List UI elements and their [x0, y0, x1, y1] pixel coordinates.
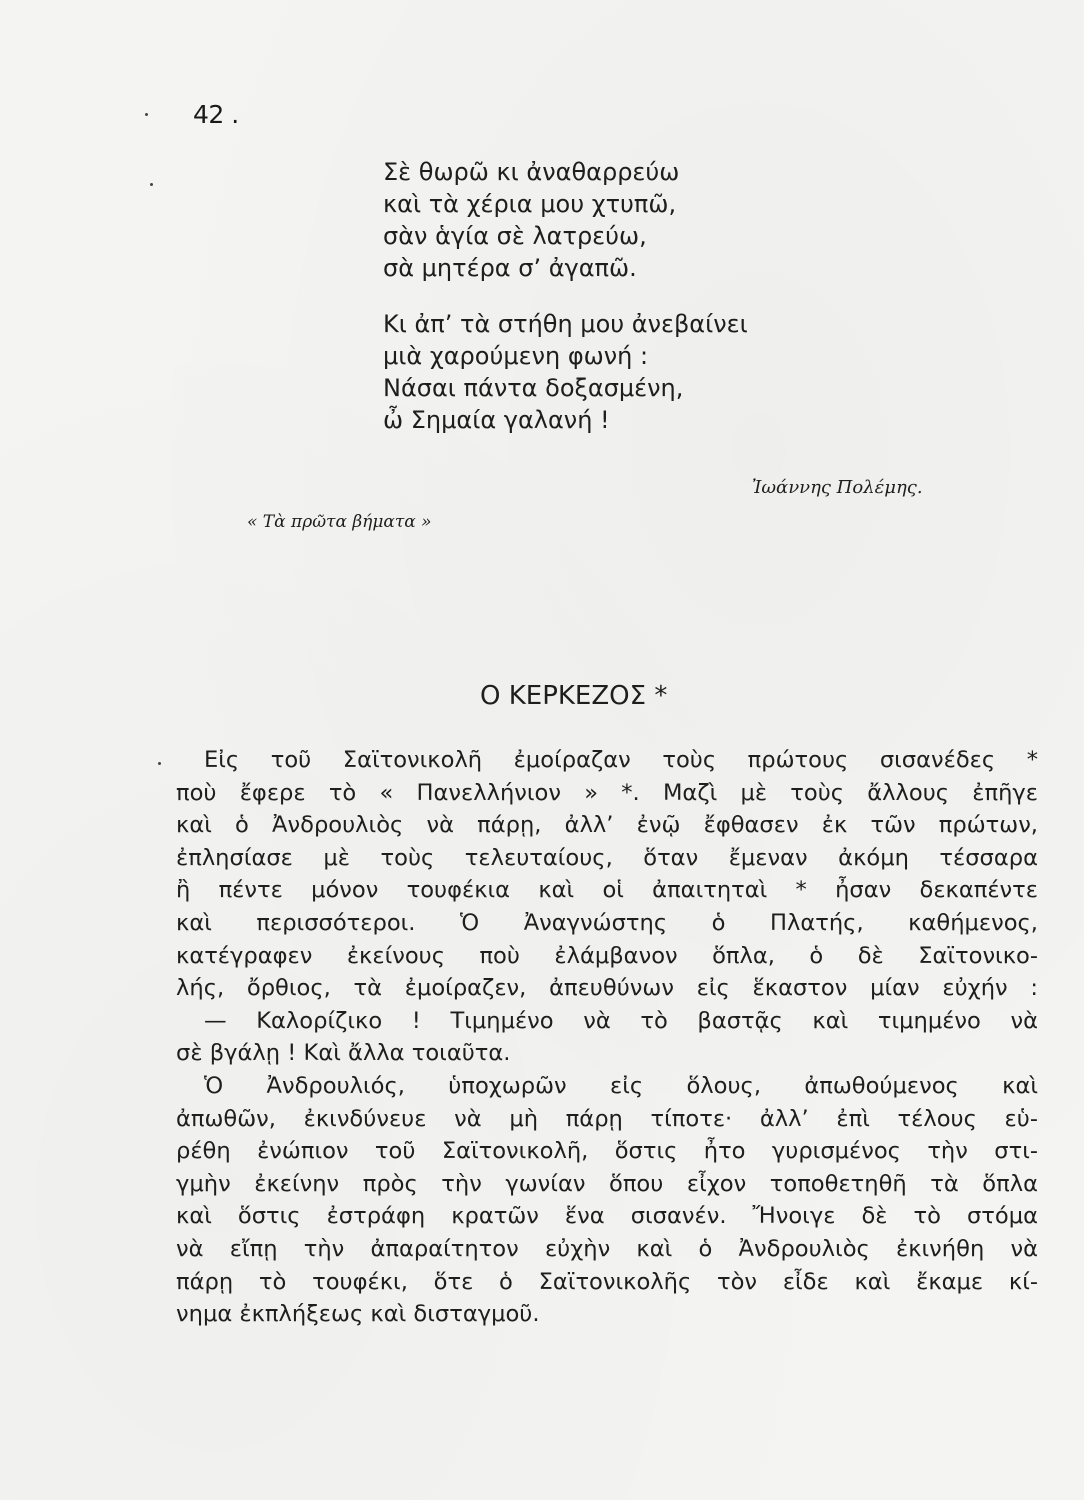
- poem-stanza: [383, 156, 748, 284]
- poem: [383, 156, 748, 460]
- section-title: Ο ΚΕΡΚΕΖΟΣ *: [480, 681, 668, 711]
- poem-line: μιὰ χαρούμενη φωνή :: [383, 342, 649, 370]
- prose-line: — Καλορίζικο ! Τιμημένο νὰ τὸ βαστᾷς καὶ τιμημένο νὰ: [204, 1007, 1038, 1034]
- prose-line: Εἰς τοῦ Σαϊτονικολῆ ἐμοίραζαν τοὺς πρώτους σισανέδες *: [204, 747, 1038, 773]
- poem-stanza: [383, 308, 748, 436]
- poem-line: Νάσαι πάντα δοξασμένη,: [383, 374, 684, 402]
- poem-author: Ἰωάννης Πολέμης.: [752, 477, 923, 498]
- prose-line: καὶ περισσότεροι. Ὁ Ἀναγνώστης ὁ Πλατής, καθήμενος,: [176, 909, 1038, 936]
- poem-line: Σὲ θωρῶ κι ἀναθαρρεύω: [383, 158, 680, 186]
- margin-speck: [150, 183, 153, 186]
- margin-speck: [145, 113, 148, 116]
- prose-line: ἐπλησίασε μὲ τοὺς τελευταίους, ὅταν ἔμεναν ἀκόμη τέσσαρα: [176, 844, 1038, 871]
- prose-line: Ὁ Ἀνδρουλιός, ὑποχωρῶν εἰς ὅλους, ἀπωθούμενος καὶ: [204, 1072, 1038, 1099]
- prose-line: σὲ βγάλῃ ! Καὶ ἄλλα τοιαῦτα.: [176, 1040, 511, 1067]
- prose-line: λής, ὄρθιος, τὰ ἐμοίραζεν, ἀπευθύνων εἰς ἕκαστον μίαν εὐχήν :: [176, 975, 1038, 1002]
- poem-line: καὶ τὰ χέρια μου χτυπῶ,: [383, 190, 677, 218]
- prose-line: ἀπωθῶν, ἐκινδύνευε νὰ μὴ πάρῃ τίποτε· ἀλλ’ ἐπὶ τέλους εὑ-: [176, 1105, 1038, 1132]
- page-number: 42 .: [193, 100, 239, 129]
- prose-line: καὶ ὁ Ἀνδρουλιὸς νὰ πάρῃ, ἀλλ’ ἐνῷ ἔφθασεν ἐκ τῶν πρώτων,: [176, 812, 1038, 839]
- prose-line: καὶ ὅστις ἐστράφη κρατῶν ἕνα σισανέν. Ἤνοιγε δὲ τὸ στόμα: [176, 1203, 1038, 1230]
- poem-line: σὰ μητέρα σ’ ἀγαπῶ.: [383, 254, 637, 282]
- prose-line: κατέγραφεν ἐκείνους ποὺ ἐλάμβανον ὅπλα, ὁ δὲ Σαϊτονικο-: [176, 942, 1038, 969]
- prose-line: γμὴν ἐκείνην πρὸς τὴν γωνίαν ὅπου εἶχον τοποθετηθῆ τὰ ὅπλα: [176, 1170, 1038, 1197]
- poem-line: σὰν ἁγία σὲ λατρεύω,: [383, 222, 647, 250]
- prose-line: ρέθη ἐνώπιον τοῦ Σαϊτονικολῆ, ὅστις ἦτο γυρισμένος τὴν στι-: [176, 1138, 1038, 1165]
- prose-line: ἢ πέντε μόνον τουφέκια καὶ οἱ ἀπαιτηταὶ * ἦσαν δεκαπέντε: [176, 877, 1038, 904]
- margin-speck: [158, 762, 161, 765]
- prose-line: πάρῃ τὸ τουφέκι, ὅτε ὁ Σαϊτονικολῆς τὸν εἶδε καὶ ἔκαμε κί-: [176, 1268, 1038, 1295]
- prose-line: νημα ἐκπλήξεως καὶ δισταγμοῦ.: [176, 1301, 540, 1328]
- prose-line: ποὺ ἔφερε τὸ « Πανελλήνιον » *. Μαζὶ μὲ τοὺς ἄλλους ἐπῆγε: [176, 779, 1038, 806]
- poem-source: « Τὰ πρῶτα βήματα »: [247, 512, 432, 532]
- poem-line: ὦ Σημαία γαλανή !: [383, 406, 610, 434]
- prose-body: [176, 744, 1038, 1331]
- poem-line: Κι ἀπ’ τὰ στήθη μου ἀνεβαίνει: [383, 310, 748, 338]
- prose-line: νὰ εἴπῃ τὴν ἀπαραίτητον εὐχὴν καὶ ὁ Ἀνδρουλιὸς ἐκινήθη νὰ: [176, 1235, 1038, 1262]
